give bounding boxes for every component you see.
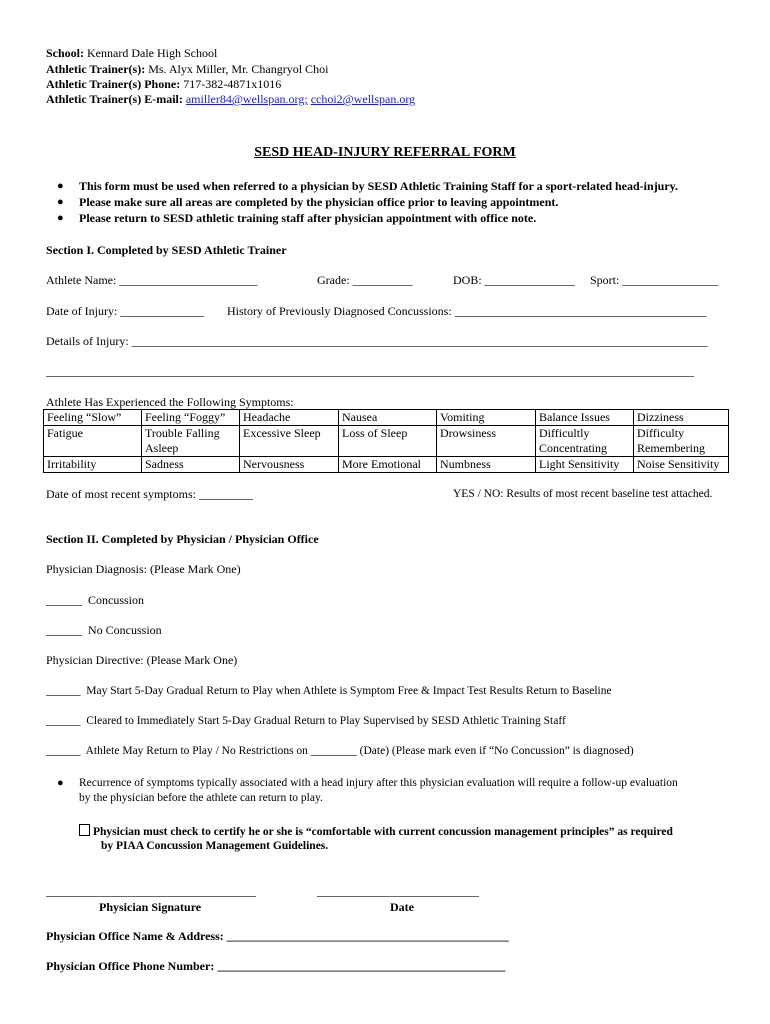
table-row — [44, 410, 729, 426]
trainers-label: Athletic Trainer(s): — [46, 62, 146, 76]
form-title: SESD HEAD-INJURY REFERRAL FORM — [254, 145, 516, 160]
injury-details-line-2[interactable]: ____________________________________________________________________________________________________________ — [46, 364, 694, 378]
date-label: Date — [390, 900, 414, 914]
table-row — [44, 426, 729, 457]
symptom-cell: Feeling “Foggy” — [142, 410, 240, 426]
email-line — [46, 92, 415, 107]
diagnosis-heading: Physician Diagnosis: (Please Mark One) — [46, 562, 241, 576]
symptom-cell: Difficultly Concentrating — [536, 426, 634, 457]
signature-label: Physician Signature — [99, 900, 202, 914]
school-label: School: — [46, 46, 85, 60]
school-value: Kennard Dale High School — [87, 46, 218, 60]
symptom-cell: Irritability — [44, 457, 142, 473]
symptom-cell: Trouble Falling Asleep — [142, 426, 240, 457]
concussion-option[interactable]: ______ Concussion — [46, 593, 145, 607]
symptoms-heading: Athlete Has Experienced the Following Symptoms: — [46, 395, 294, 409]
no-concussion-option[interactable]: ______ No Concussion — [46, 623, 162, 637]
instruction-2: Please make sure all areas are completed by the physician office prior to leaving appointment. — [79, 195, 559, 209]
grade-field[interactable]: Grade: __________ — [317, 273, 413, 287]
symptom-cell: Loss of Sleep — [339, 426, 437, 457]
certify-checkbox-icon[interactable] — [79, 824, 90, 836]
school-line — [46, 46, 217, 61]
sport-field[interactable]: Sport: ________________ — [590, 273, 719, 287]
symptom-cell: Drowsiness — [437, 426, 536, 457]
signature-line[interactable]: ___________________________________ — [46, 884, 256, 898]
symptom-cell: Balance Issues — [536, 410, 634, 426]
trainers-value: Ms. Alyx Miller, Mr. Changryol Choi — [148, 62, 329, 76]
symptom-cell: Dizziness — [634, 410, 729, 426]
date-of-injury-field[interactable]: Date of Injury: ______________ — [46, 304, 205, 318]
office-address-field[interactable]: Physician Office Name & Address: _______________________________________________ — [46, 929, 509, 943]
symptoms-table — [43, 409, 729, 473]
injury-details-field[interactable]: Details of Injury: ________________________________________________________________________________________________ — [46, 334, 708, 348]
instruction-3: Please return to SESD athletic training staff after physician appointment with office note. — [79, 211, 537, 225]
athlete-name-field[interactable]: Athlete Name: _______________________ — [46, 273, 258, 287]
instruction-1: This form must be used when referred to a physician by SESD Athletic Training Staff for a sport-related head-injury. — [79, 179, 679, 193]
recent-symptoms-date-field[interactable]: Date of most recent symptoms: _________ — [46, 487, 253, 501]
directive-gradual-return-option[interactable]: ______ May Start 5-Day Gradual Return to Play when Athlete is Symptom Free & Impact Test Results Return to Baseline — [46, 685, 612, 697]
symptom-cell: Nausea — [339, 410, 437, 426]
symptom-cell: Vomiting — [437, 410, 536, 426]
bullet-icon: ● — [57, 180, 64, 192]
symptom-cell: Noise Sensitivity — [634, 457, 729, 473]
baseline-test-option[interactable]: YES / NO: Results of most recent baseline test attached. — [453, 488, 713, 500]
recurrence-note-line-1: Recurrence of symptoms typically associated with a head injury after this physician evaluation will require a follow-up evaluation — [79, 777, 678, 789]
dob-field[interactable]: DOB: _______________ — [453, 273, 575, 287]
table-row — [44, 457, 729, 473]
phone-line — [46, 77, 281, 92]
date-line[interactable]: ___________________________ — [317, 884, 479, 898]
symptom-cell: Numbness — [437, 457, 536, 473]
concussion-history-field[interactable]: History of Previously Diagnosed Concussions: __________________________________________ — [227, 304, 707, 318]
email-separator: ; — [304, 92, 308, 106]
symptom-cell: Sadness — [142, 457, 240, 473]
symptom-cell: Excessive Sleep — [240, 426, 339, 457]
certify-text-1: Physician must check to certify he or she is “comfortable with current concussion management principles” as required — [93, 826, 673, 838]
certify-line-1 — [79, 824, 673, 839]
email-link-1[interactable]: amiller84@wellspan.org — [185, 92, 305, 106]
symptom-cell: Fatigue — [44, 426, 142, 457]
symptom-cell: Light Sensitivity — [536, 457, 634, 473]
trainers-line — [46, 62, 328, 77]
phone-value: 717-382-4871x1016 — [183, 77, 282, 91]
directive-cleared-option[interactable]: ______ Cleared to Immediately Start 5-Day Gradual Return to Play Supervised by SESD Athletic Training Staff — [46, 715, 566, 727]
bullet-icon: ● — [57, 212, 64, 224]
directive-no-restrictions-option[interactable]: ______ Athlete May Return to Play / No Restrictions on ________ (Date) (Please mark even if “No Concussion” is diagnosed) — [46, 745, 634, 757]
symptom-cell: Nervousness — [240, 457, 339, 473]
phone-label: Athletic Trainer(s) Phone: — [46, 77, 181, 91]
office-phone-field[interactable]: Physician Office Phone Number: ________________________________________________ — [46, 959, 506, 973]
directive-heading: Physician Directive: (Please Mark One) — [46, 653, 238, 667]
section-2-heading: Section II. Completed by Physician / Physician Office — [46, 532, 319, 546]
recurrence-note-line-2: by the physician before the athlete can return to play. — [79, 792, 323, 804]
bullet-icon: ● — [57, 196, 64, 208]
symptom-cell: Headache — [240, 410, 339, 426]
section-1-heading: Section I. Completed by SESD Athletic Trainer — [46, 243, 287, 257]
certify-line-2: by PIAA Concussion Management Guidelines. — [101, 840, 329, 852]
email-label: Athletic Trainer(s) E-mail: — [46, 92, 183, 106]
bullet-icon: ● — [57, 777, 64, 789]
symptom-cell: Difficulty Remembering — [634, 426, 729, 457]
symptom-cell: More Emotional — [339, 457, 437, 473]
email-link-2[interactable]: cchoi2@wellspan.org — [310, 92, 416, 106]
symptom-cell: Feeling “Slow” — [44, 410, 142, 426]
